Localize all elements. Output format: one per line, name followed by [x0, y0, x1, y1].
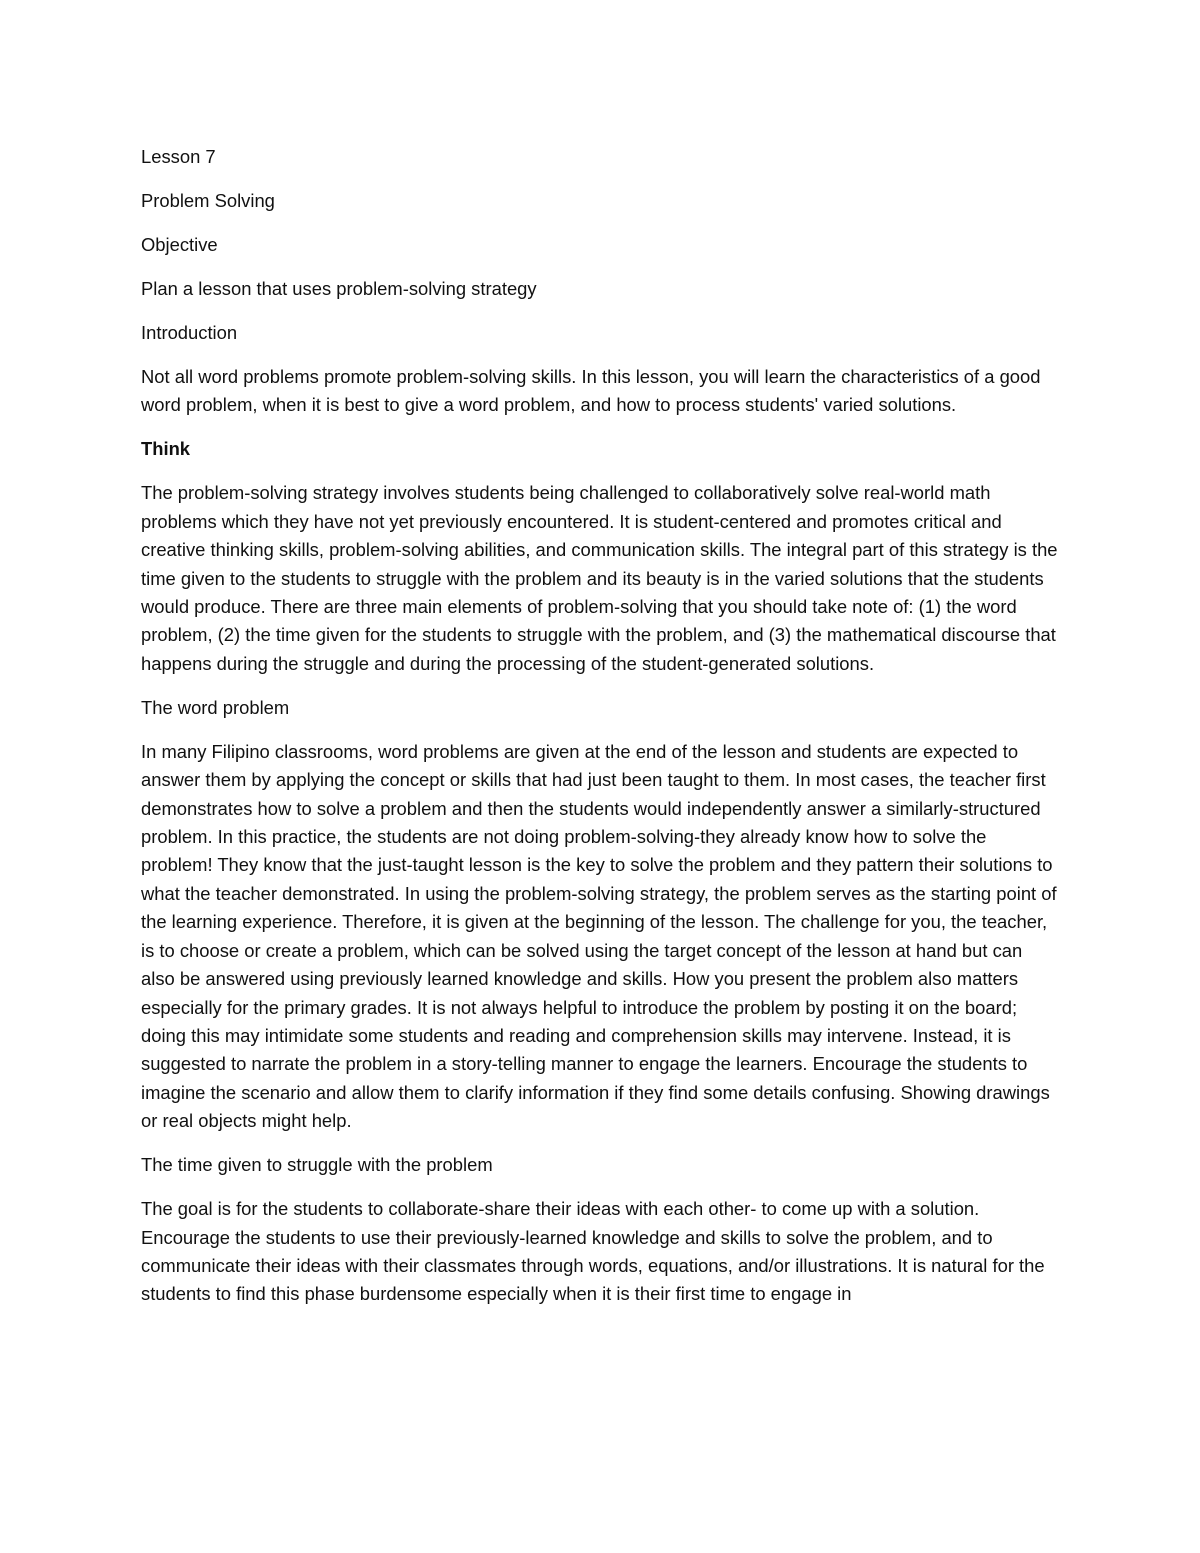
- introduction-paragraph: Not all word problems promote problem-solving skills. In this lesson, you will learn the characteristics of a good word problem, when it is best to give a word problem, and how to process students' varied solutions.: [141, 366, 1041, 416]
- think-paragraph: The problem-solving strategy involves students being challenged to collaboratively solve real-world math problems which they have not yet previously encountered. It is student-centered and promotes critical and creative thinking skills, problem-solving abilities, and communication skills. The integral part of this strategy is the time given to the students to struggle with the problem and its beauty is in the varied solutions that the students would produce. There are three main elements of problem-solving that you should take note of: (1) the word problem, (2) the time given for the students to struggle with the problem, and (3) the mathematical discourse that happens during the struggle and during the processing of the student-generated solutions.: [141, 482, 1058, 674]
- think-heading: Think: [141, 438, 191, 460]
- word-problem-heading: The word problem: [141, 696, 290, 718]
- lesson-label: Lesson 7: [141, 146, 216, 167]
- objective-text: Plan a lesson that uses problem-solving strategy: [141, 278, 537, 299]
- lesson-title: Problem Solving: [141, 190, 275, 211]
- document-body: [141, 143, 1061, 1324]
- word-problem-paragraph: In many Filipino classrooms, word problems are given at the end of the lesson and students are expected to answer them by applying the concept or skills that had just been taught to them. In most cases, the teacher first demonstrates how to solve a problem and then the students would independently answer a similarly-structured problem. In this practice, the students are not doing problem-solving-they already know how to solve the problem! They know that the just-taught lesson is the key to solve the problem and they pattern their solutions to what the teacher demonstrated. In using the problem-solving strategy, the problem serves as the starting point of the learning experience. Therefore, it is given at the beginning of the lesson. The challenge for you, the teacher, is to choose or create a problem, which can be solved using the target concept of the lesson at hand but can also be answered using previously learned knowledge and skills. How you present the problem also matters especially for the primary grades. It is not always helpful to introduce the problem by posting it on the board; doing this may intimidate some students and reading and comprehension skills may intervene. Instead, it is suggested to narrate the problem in a story-telling manner to engage the learners. Encourage the students to imagine the scenario and allow them to clarify information if they find some details confusing. Showing drawings or real objects might help.: [141, 740, 1057, 1132]
- objective-heading: Objective: [141, 234, 218, 255]
- time-heading: The time given to struggle with the problem: [141, 1154, 493, 1176]
- time-paragraph: The goal is for the students to collaborate-share their ideas with each other- to come up with a solution. Encourage the students to use their previously-learned knowledge and skills to solve the problem, and to communicate their ideas with their classmates through words, equations, and/or illustrations. It is natural for the students to find this phase burdensome especially when it is their first time to engage in: [141, 1198, 1045, 1305]
- introduction-heading: Introduction: [141, 322, 238, 343]
